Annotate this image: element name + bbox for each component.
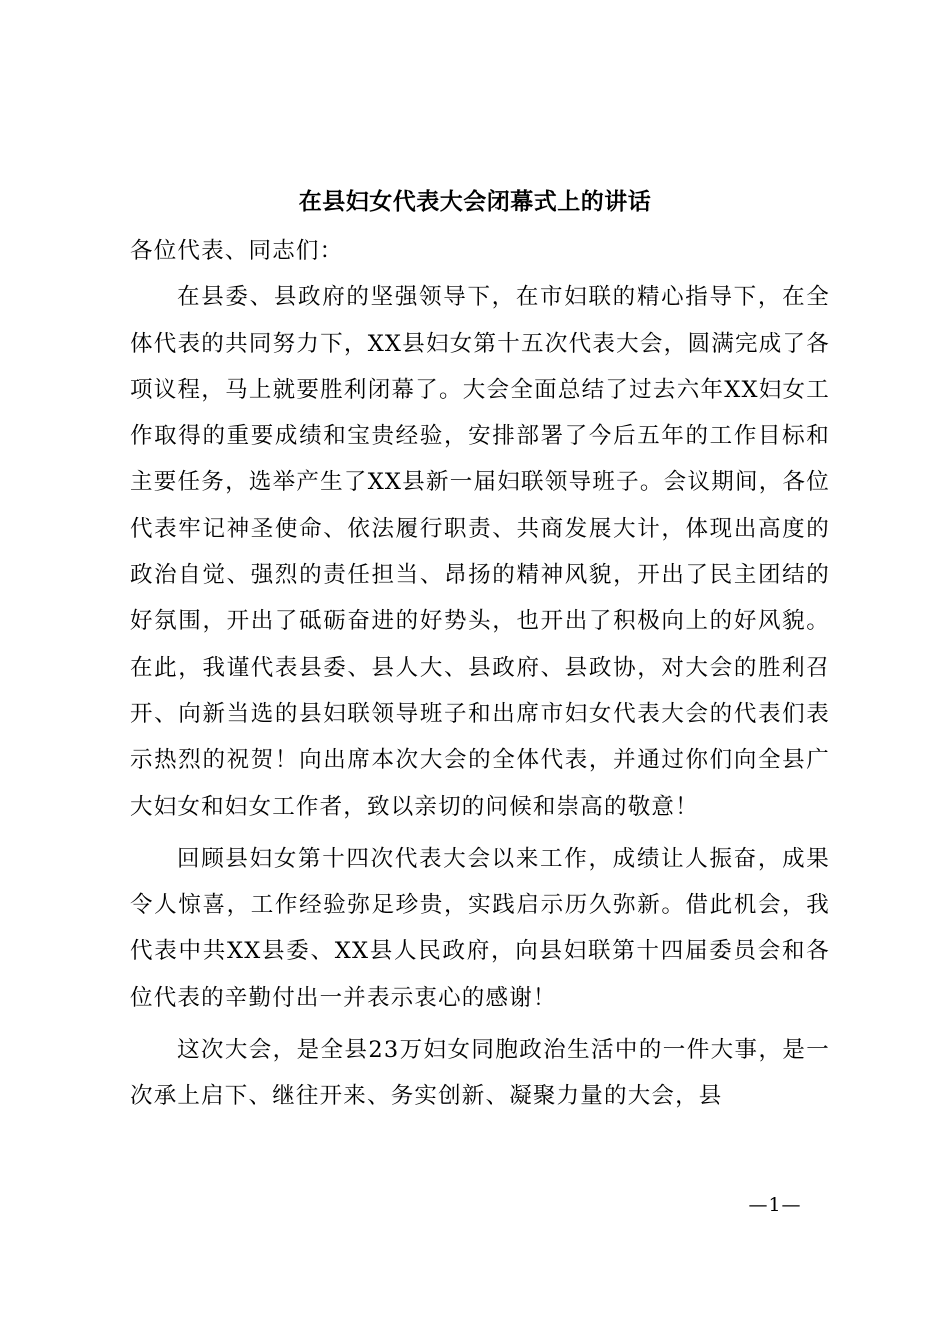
page-number: —1—: [748, 1194, 802, 1216]
salutation: 各位代表、同志们：: [130, 238, 344, 264]
paragraph-2: 回顾县妇女第十四次代表大会以来工作，成绩让人振奋，成果令人惊喜，工作经验弥足珍贵，实践启示历久弥新。借此机会，我代表中共XX县委、XX县人民政府，向县妇联第十四届委员会和各位代表的辛勤付出一并表示衷心的感谢！: [130, 845, 830, 1011]
paragraph-3: 这次大会，是全县23万妇女同胞政治生活中的一件大事，是一次承上启下、继往开来、务实创新、凝聚力量的大会，县: [130, 1037, 830, 1110]
document-body: [130, 228, 830, 1120]
paragraph-1: 在县委、县政府的坚强领导下，在市妇联的精心指导下，在全体代表的共同努力下，XX县妇女第十五次代表大会，圆满完成了各项议程，马上就要胜利闭幕了。大会全面总结了过去六年XX妇女工作取得的重要成绩和宝贵经验，安排部署了今后五年的工作目标和主要任务，选举产生了XX县新一届妇联领导班子。会议期间，各位代表牢记神圣使命、依法履行职责、共商发展大计，体现出高度的政治自觉、强烈的责任担当、昂扬的精神风貌，开出了民主团结的好氛围，开出了砥砺奋进的好势头，也开出了积极向上的好风貌。在此，我谨代表县委、县人大、县政府、县政协，对大会的胜利召开、向新当选的县妇联领导班子和出席市妇女代表大会的代表们表示热烈的祝贺！向出席本次大会的全体代表，并通过你们向全县广大妇女和妇女工作者，致以亲切的问候和崇高的敬意！: [130, 284, 830, 820]
document-title: 在县妇女代表大会闭幕式上的讲话: [298, 188, 652, 215]
